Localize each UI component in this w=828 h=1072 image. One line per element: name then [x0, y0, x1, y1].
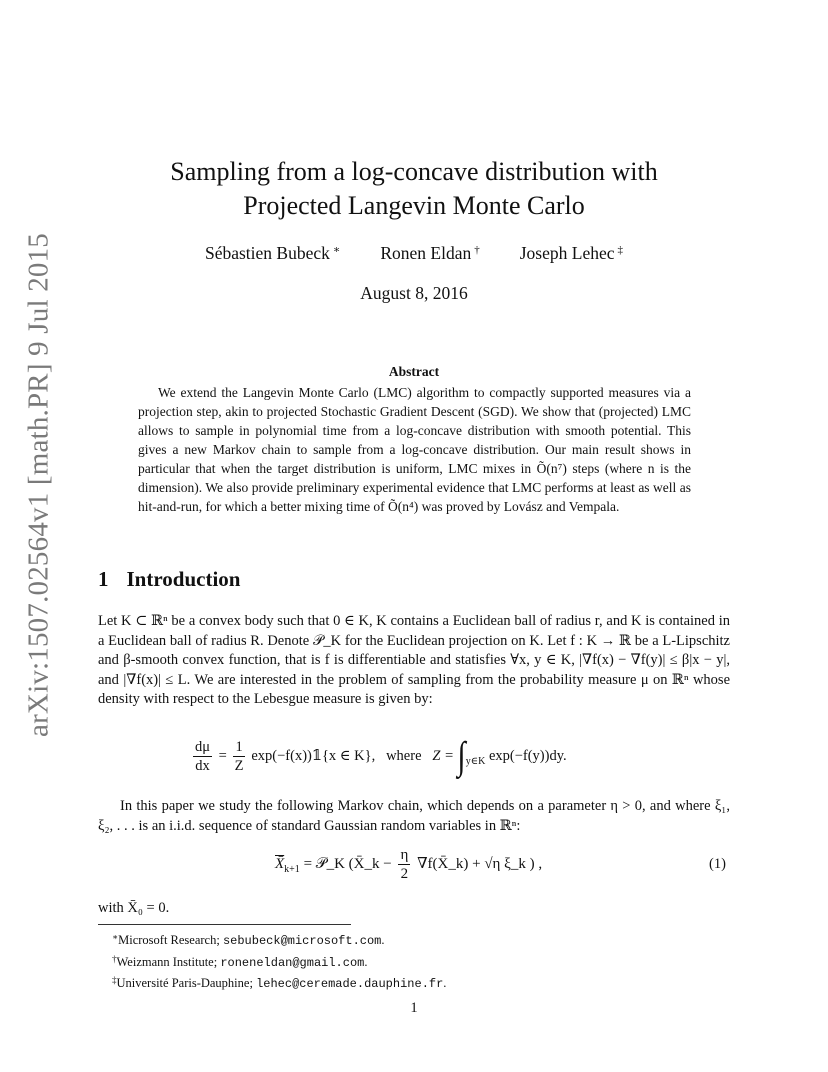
- abstract-body: We extend the Langevin Monte Carlo (LMC) algorithm to compactly supported measures via a projection step, akin to projected Stochastic Gradient Descent (SGD). We show that (projected) LMC allows to sample in polynomial time from a log-concave distribution with smooth potential. This gives a new Markov chain to sample from a log-concave distribution. Our main result shows in particular that when the target distribution is uniform, LMC mixes in Õ(n⁷) steps (where n is the dimension). We also provide preliminary experimental evidence that LMC performs at least as well as hit-and-run, for which a better mixing time of Õ(n⁴) was proved by Lovász and Vempala.: [138, 385, 691, 514]
- email-link[interactable]: lehec@ceremade.dauphine.fr: [256, 977, 444, 991]
- arxiv-sidebar: [19, 232, 59, 738]
- author-mark: ∗: [332, 244, 341, 256]
- section-title: Introduction: [126, 567, 241, 591]
- title-line-1: Sampling from a log-concave distribution with: [170, 157, 658, 186]
- section-number: 1: [98, 567, 109, 591]
- author: Joseph Lehec ‡: [519, 243, 624, 263]
- footnote: †Weizmann Institute; roneneldan@gmail.com.: [112, 953, 368, 970]
- section-heading: [98, 567, 240, 592]
- paper-date: August 8, 2016: [360, 283, 468, 303]
- paper-title: [100, 155, 728, 223]
- fraction-1-over-z: $\frac{1}{Z}$: [234, 739, 244, 774]
- footnote-rule: [98, 924, 351, 925]
- author-list: [100, 243, 728, 264]
- author-mark: ‡: [617, 244, 624, 256]
- author: Ronen Eldan †: [380, 243, 480, 263]
- abstract-heading: Abstract: [388, 364, 440, 379]
- intro-paragraph-1: Let K ⊂ ℝⁿ be a convex body such that 0 ∈ K, K contains a Euclidean ball of radius r, and K is contained in a Euclidean ball of radius R. Denote 𝒫_K for the Euclidean projection on K. Let f : K → ℝ be a L-Lipschitz and β-smooth convex function, that is f is differentiable and statisfies ∀x, y ∈ K, |∇f(x) − ∇f(y)| ≤ β|x − y|, and |∇f(x)| ≤ L. We are interested in the problem of sampling from the probability measure μ on ℝⁿ whose density with respect to the Lebesgue measure is given by:: [98, 613, 731, 707]
- fraction-eta-over-2: $\frac{\eta}{2}$: [400, 847, 409, 882]
- author: Sébastien Bubeck ∗: [204, 243, 341, 263]
- title-line-2: Projected Langevin Monte Carlo: [243, 191, 585, 220]
- integral-domain: y∈K: [465, 755, 486, 767]
- author-mark: †: [474, 244, 480, 256]
- email-link[interactable]: roneneldan@gmail.com: [220, 955, 365, 970]
- integral-sign: ∫: [457, 734, 466, 778]
- intro-paragraph-2: In this paper we study the following Markov chain, which depends on a parameter η > 0, and where ξ₁, ξ₂, . . . is an i.i.d. sequence of standard Gaussian random variables in ℝⁿ:: [98, 798, 730, 834]
- footnotes: [112, 929, 446, 994]
- footnote: ∗Microsoft Research; sebubeck@microsoft.com.: [112, 932, 385, 948]
- density-equation: $\frac{d\mu}{dx}$ = $\frac{1}{Z}$ exp(−f(x))𝟙{x ∈ K}, where $Z = \int_{y\in K}$ exp(−f(y))dy.: [195, 734, 567, 778]
- page-number: 1: [410, 1000, 418, 1016]
- fraction-dmu-dx: $\frac{d\mu}{dx}$: [195, 739, 211, 774]
- initial-condition: with X̄₀ = 0.: [98, 900, 170, 916]
- markov-chain-equation: $X̄_{k+1}$ = 𝒫_K (X̄_k − $\frac{\eta}{2}$ ∇f(X̄_k) + √η ξ_k ) ,: [275, 847, 543, 882]
- email-link[interactable]: sebubeck@microsoft.com: [222, 934, 382, 948]
- arxiv-identifier: arXiv:1507.02564v1 [math.PR] 9 Jul 2015: [22, 232, 55, 738]
- footnote: ‡Université Paris-Dauphine; lehec@ceremade.dauphine.fr.: [112, 975, 447, 991]
- equation-number: (1): [709, 856, 726, 872]
